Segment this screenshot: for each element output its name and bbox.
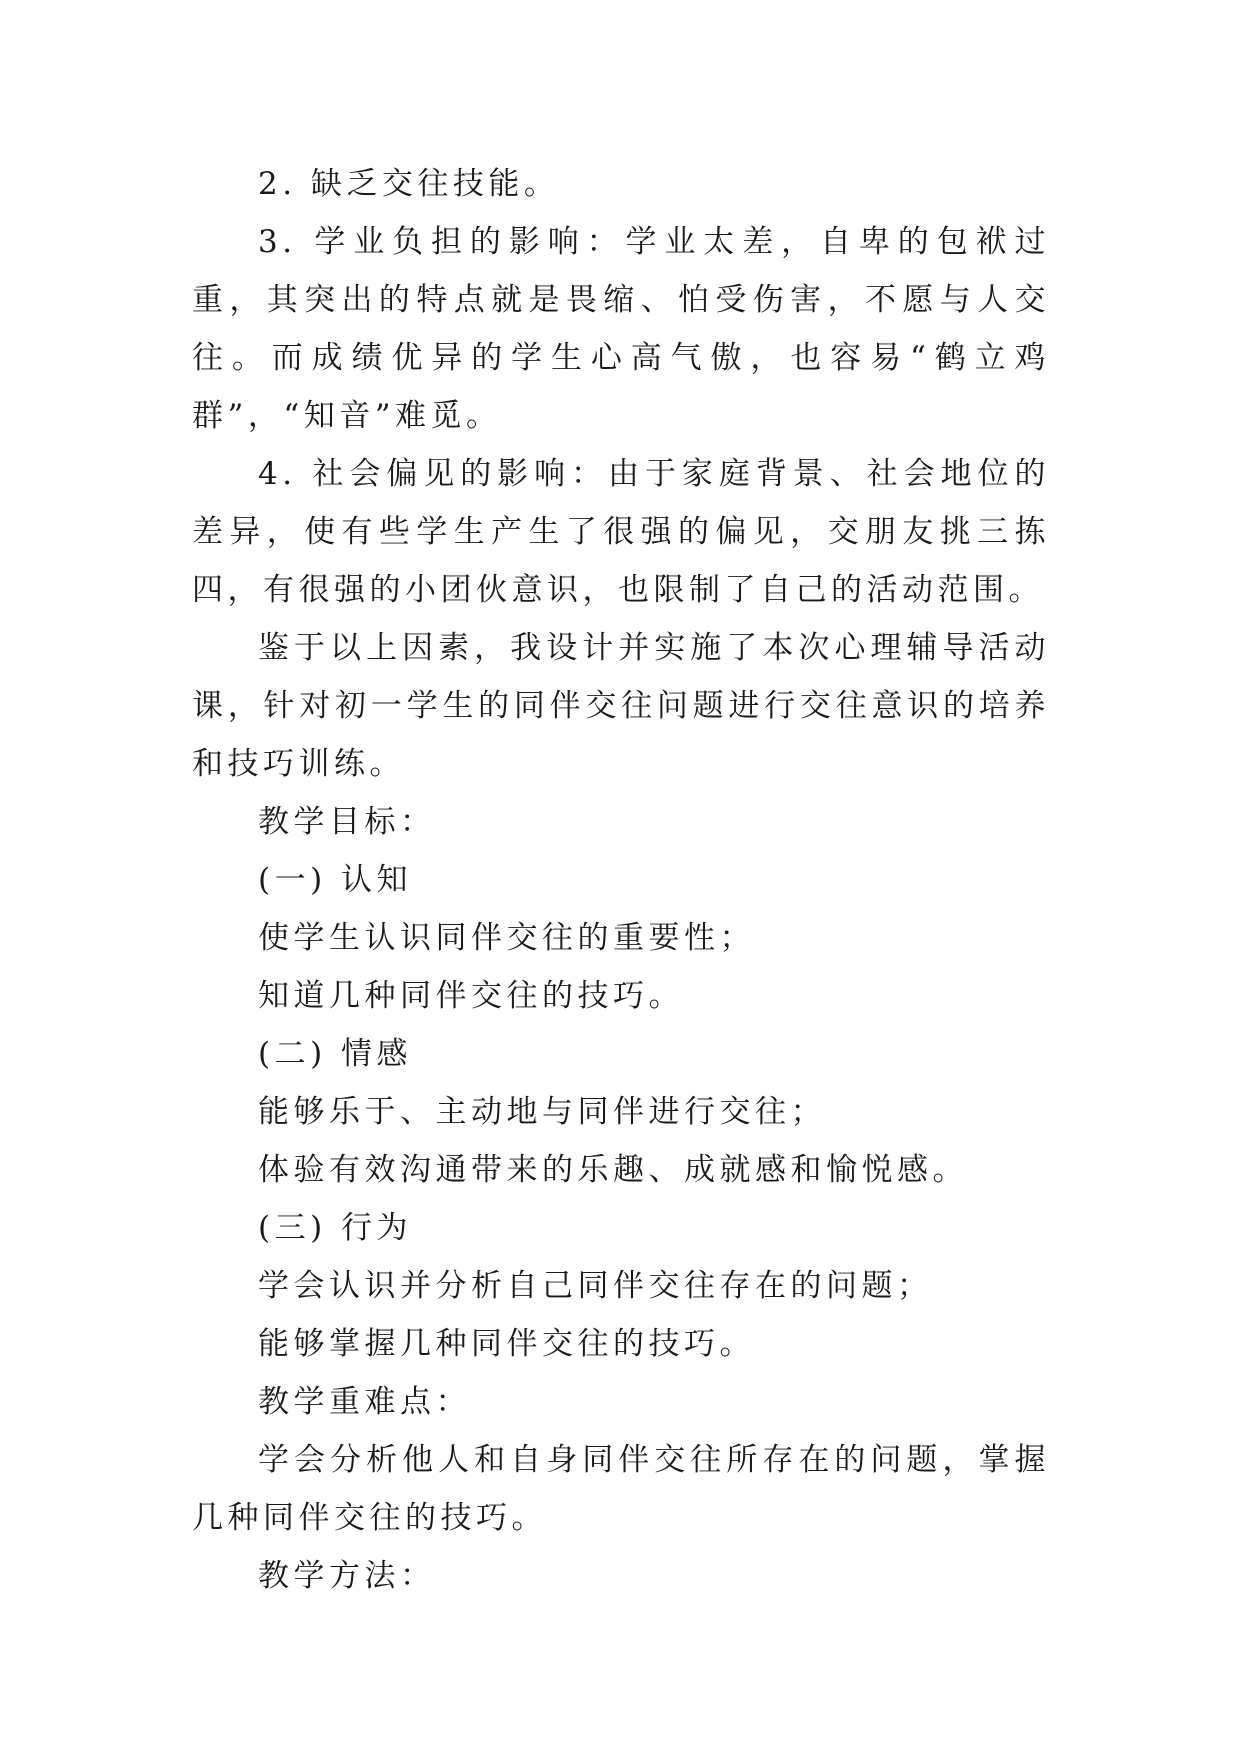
goal-item: 使学生认识同伴交往的重要性； (258, 920, 755, 956)
paragraph-social-bias: 4. 社会偏见的影响：由于家庭背景、社会地位的差异，使有些学生产生了很强的偏见，交朋友挑三拣四，有很强的小团伙意识，也限制了自己的活动范围。 (192, 456, 1050, 608)
subheading-emotion: (二) 情感 (258, 1036, 413, 1072)
subheading-behavior: (三) 行为 (258, 1210, 413, 1246)
goal-item: 学会认识并分析自己同伴交往存在的问题； (258, 1268, 933, 1304)
paragraph-academic-burden: 3. 学业负担的影响：学业太差，自卑的包袱过重，其突出的特点就是畏缩、怕受伤害，不愿与人交往。而成绩优异的学生心高气傲，也容易“鹤立鸡群”，“知音”难觅。 (192, 224, 1050, 434)
goal-item: 能够掌握几种同伴交往的技巧。 (258, 1326, 755, 1362)
goal-item: 能够乐于、主动地与同伴进行交往； (258, 1094, 826, 1130)
paragraph-key-difficulties: 学会分析他人和自身同伴交往所存在的问题，掌握几种同伴交往的技巧。 (192, 1442, 1050, 1536)
paragraph-design-rationale: 鉴于以上因素，我设计并实施了本次心理辅导活动课，针对初一学生的同伴交往问题进行交往意识的培养和技巧训练。 (192, 630, 1050, 782)
goal-item: 知道几种同伴交往的技巧。 (258, 978, 684, 1014)
goal-item: 体验有效沟通带来的乐趣、成就感和愉悦感。 (258, 1152, 968, 1188)
paragraph-lack-skills: 2. 缺乏交往技能。 (258, 166, 560, 202)
document-body (192, 155, 1050, 1605)
heading-teaching-methods: 教学方法： (258, 1558, 436, 1594)
heading-key-difficulties: 教学重难点： (258, 1384, 471, 1420)
heading-teaching-goals: 教学目标： (258, 804, 436, 840)
subheading-cognition: (一) 认知 (258, 862, 413, 898)
